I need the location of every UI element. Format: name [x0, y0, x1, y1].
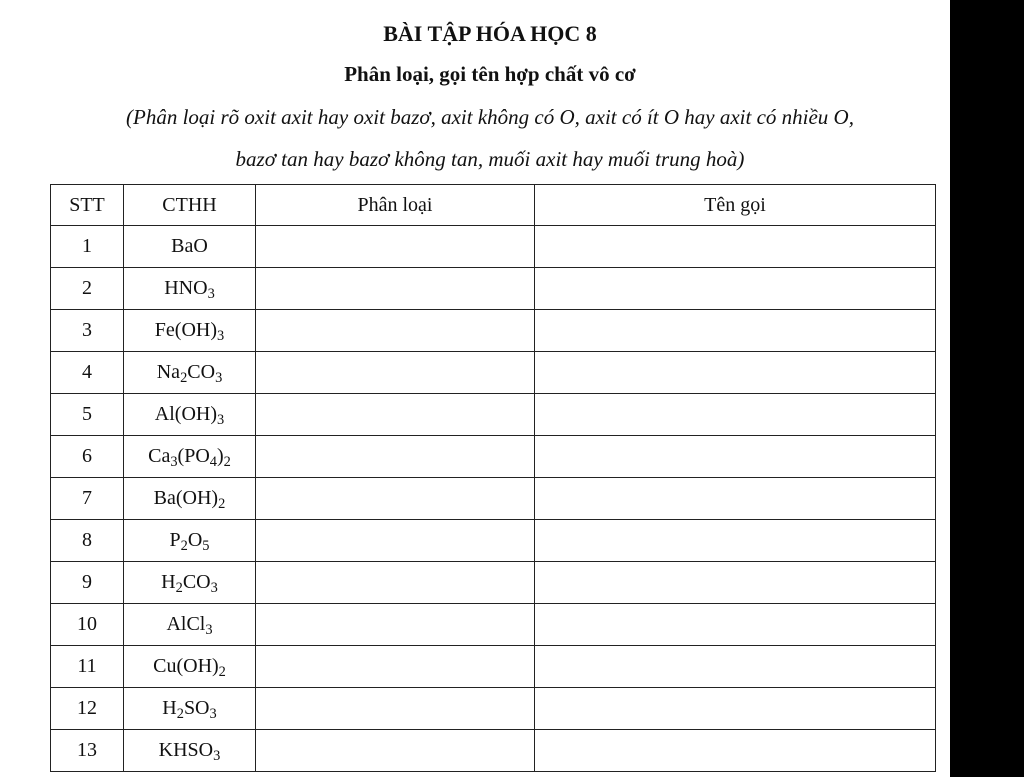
name-cell[interactable]	[535, 394, 936, 436]
formula-cell: $Ca_3(PO_4)_2$	[124, 436, 256, 478]
document-subtitle: Phân loại, gọi tên hợp chất vô cơ	[344, 62, 636, 86]
table-row	[51, 394, 936, 436]
formula-cell: $Cu(OH)_2$	[124, 646, 256, 688]
classification-cell[interactable]	[256, 436, 535, 478]
table-header-row	[51, 185, 936, 226]
name-cell[interactable]	[535, 352, 936, 394]
stt-cell: 2	[51, 268, 124, 310]
stt-cell: 6	[51, 436, 124, 478]
formula-cell: $Fe(OH)_3$	[124, 310, 256, 352]
formula-cell: $KHSO_3$	[124, 730, 256, 772]
name-cell[interactable]	[535, 562, 936, 604]
name-cell[interactable]	[535, 310, 936, 352]
name-cell[interactable]	[535, 688, 936, 730]
name-cell[interactable]	[535, 604, 936, 646]
table-row	[51, 268, 936, 310]
stt-cell: 5	[51, 394, 124, 436]
classification-cell[interactable]	[256, 268, 535, 310]
classification-cell[interactable]	[256, 352, 535, 394]
name-cell[interactable]	[535, 436, 936, 478]
stt-cell: 9	[51, 562, 124, 604]
classification-cell[interactable]	[256, 562, 535, 604]
classification-cell[interactable]	[256, 604, 535, 646]
name-cell[interactable]	[535, 730, 936, 772]
table-row	[51, 226, 936, 268]
name-cell[interactable]	[535, 268, 936, 310]
stt-cell: 7	[51, 478, 124, 520]
table-row	[51, 310, 936, 352]
table-body	[51, 226, 936, 772]
name-cell[interactable]	[535, 646, 936, 688]
exercise-table	[50, 184, 936, 772]
classification-cell[interactable]	[256, 394, 535, 436]
header-classification: Phân loại	[256, 185, 535, 226]
formula-cell: AlCl$_3$	[124, 604, 256, 646]
table-row	[51, 688, 936, 730]
stt-cell: 3	[51, 310, 124, 352]
classification-cell[interactable]	[256, 520, 535, 562]
instruction-note-line-2: bazơ tan hay bazơ không tan, muối axit hay muối trung hoà)	[235, 147, 745, 171]
table-row	[51, 562, 936, 604]
formula-cell: $H_2SO_3$	[124, 688, 256, 730]
instruction-note-line-1: (Phân loại rõ oxit axit hay oxit bazơ, axit không có O, axit có ít O hay axit có nhiều O,	[126, 105, 854, 129]
classification-cell[interactable]	[256, 478, 535, 520]
stt-cell: 10	[51, 604, 124, 646]
classification-cell[interactable]	[256, 310, 535, 352]
table-row	[51, 436, 936, 478]
classification-cell[interactable]	[256, 226, 535, 268]
formula-cell: $P_2O_5$	[124, 520, 256, 562]
header-name: Tên gọi	[535, 185, 936, 226]
table-row	[51, 352, 936, 394]
name-cell[interactable]	[535, 520, 936, 562]
table-row	[51, 730, 936, 772]
table-row	[51, 478, 936, 520]
name-cell[interactable]	[535, 226, 936, 268]
table-row	[51, 604, 936, 646]
header-stt: STT	[51, 185, 124, 226]
formula-cell: BaO	[124, 226, 256, 268]
stt-cell: 13	[51, 730, 124, 772]
classification-cell[interactable]	[256, 688, 535, 730]
formula-cell: $H_2CO_3$	[124, 562, 256, 604]
formula-cell: $Ba(OH)_2$	[124, 478, 256, 520]
stt-cell: 4	[51, 352, 124, 394]
header-cthh: CTHH	[124, 185, 256, 226]
formula-cell: $HNO_3$	[124, 268, 256, 310]
classification-cell[interactable]	[256, 646, 535, 688]
stt-cell: 11	[51, 646, 124, 688]
stt-cell: 1	[51, 226, 124, 268]
table-row	[51, 520, 936, 562]
formula-cell: $Na_2CO_3$	[124, 352, 256, 394]
classification-cell[interactable]	[256, 730, 535, 772]
table-row	[51, 646, 936, 688]
formula-cell: $Al(OH)_3$	[124, 394, 256, 436]
document-title: BÀI TẬP HÓA HỌC 8	[383, 21, 597, 46]
name-cell[interactable]	[535, 478, 936, 520]
stt-cell: 12	[51, 688, 124, 730]
stt-cell: 8	[51, 520, 124, 562]
